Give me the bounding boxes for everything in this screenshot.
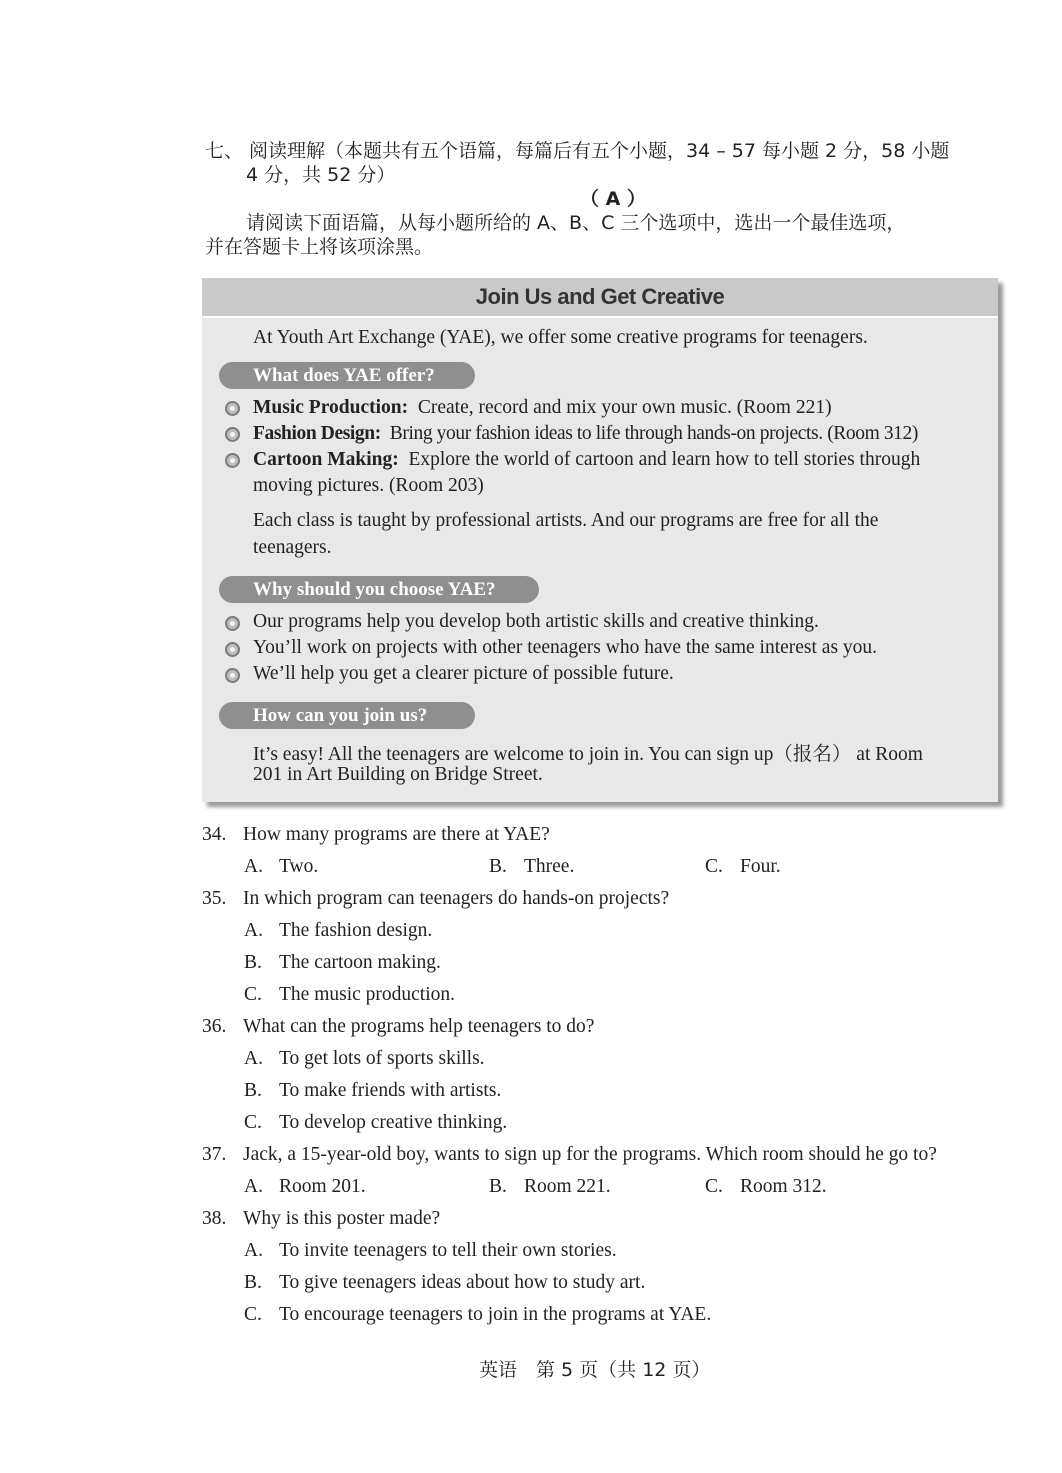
section-title: 七、 阅读理解（本题共有五个语篇，每篇后有五个小题，34 – 57 每小题 2 分，58 小题 (205, 140, 950, 162)
option-text: To invite teenagers to tell their own stories. (279, 1240, 617, 1261)
question-number: 36. (202, 1016, 227, 1037)
program-label: Cartoon Making: (253, 449, 399, 470)
option-text: Two. (279, 856, 319, 877)
program-desc: Bring your fashion ideas to life through hands-on projects. (Room 312) (389, 423, 918, 444)
question-text: Why is this poster made? (243, 1208, 441, 1229)
option-text: The cartoon making. (279, 952, 441, 973)
bullet-icon (225, 642, 240, 657)
directions: 请阅读下面语篇，从每小题所给的 A、B、C 三个选项中，选出一个最佳选项， (246, 212, 906, 234)
bullet-icon (225, 427, 240, 442)
option-text: To encourage teenagers to join in the programs at YAE. (279, 1304, 712, 1325)
option-letter: A. (244, 856, 263, 877)
option-text: Three. (524, 856, 575, 877)
program-cartoon (253, 449, 920, 471)
option-text: Room 221. (524, 1176, 611, 1197)
question-number: 35. (202, 888, 227, 909)
question-number: 37. (202, 1144, 227, 1165)
question-number: 38. (202, 1208, 227, 1229)
option-text: To make friends with artists. (279, 1080, 502, 1101)
program-label: Fashion Design: (253, 423, 381, 444)
bullet-icon (225, 453, 240, 468)
poster-title: Join Us and Get Creative (475, 284, 725, 309)
option-letter: A. (244, 1240, 263, 1261)
option-text: To develop creative thinking. (279, 1112, 508, 1133)
option-letter: C. (244, 1112, 262, 1133)
option-letter: B. (489, 856, 507, 877)
bullet-icon (225, 668, 240, 683)
reason-item: Our programs help you develop both artistic skills and creative thinking. (253, 611, 819, 632)
section-heading-offer: What does YAE offer? (219, 362, 475, 389)
option-letter: A. (244, 920, 263, 941)
option-text: The music production. (279, 984, 456, 1005)
option-text: The fashion design. (279, 920, 433, 941)
question-text: Jack, a 15-year-old boy, wants to sign up for the programs. Which room should he go to? (243, 1144, 937, 1165)
page-footer: 英语 第 5 页（共 12 页） (479, 1359, 711, 1381)
program-desc: Explore the world of cartoon and learn how to tell stories through (408, 449, 921, 470)
poster-intro: At Youth Art Exchange (YAE), we offer some creative programs for teenagers. (253, 327, 868, 348)
passage-label: （ A ） (580, 188, 646, 210)
reason-item: We’ll help you get a clearer picture of possible future. (253, 663, 674, 684)
question-text: What can the programs help teenagers to do? (243, 1016, 595, 1037)
program-music (253, 397, 832, 419)
program-desc: Create, record and mix your own music. (Room 221) (417, 397, 832, 418)
reason-item: You’ll work on projects with other teenagers who have the same interest as you. (253, 637, 878, 658)
join-info: It’s easy! All the teenagers are welcome to join in. You can sign up（报名） at Room (253, 744, 923, 765)
bullet-icon (225, 616, 240, 631)
option-letter: B. (244, 1080, 262, 1101)
option-letter: C. (705, 1176, 723, 1197)
bullet-icon (225, 401, 240, 416)
program-fashion (253, 423, 918, 445)
option-text: Room 201. (279, 1176, 366, 1197)
class-note-cont: teenagers. (253, 537, 332, 558)
option-letter: B. (244, 1272, 262, 1293)
option-letter: B. (244, 952, 262, 973)
program-label: Music Production: (253, 397, 409, 418)
option-letter: A. (244, 1176, 263, 1197)
option-letter: A. (244, 1048, 263, 1069)
option-letter: C. (244, 1304, 262, 1325)
section-title-cont: 4 分，共 52 分） (246, 164, 396, 186)
option-text: To give teenagers ideas about how to study art. (279, 1272, 646, 1293)
question-text: How many programs are there at YAE? (243, 824, 550, 845)
option-text: Four. (740, 856, 781, 877)
class-note: Each class is taught by professional artists. And our programs are free for all the (253, 510, 879, 531)
question-text: In which program can teenagers do hands-on projects? (243, 888, 670, 909)
option-letter: C. (244, 984, 262, 1005)
program-cartoon-cont: moving pictures. (Room 203) (253, 475, 484, 496)
section-heading-join: How can you join us? (219, 702, 475, 729)
poster (202, 278, 998, 802)
section-heading-why: Why should you choose YAE? (219, 576, 539, 603)
question-number: 34. (202, 824, 227, 845)
poster-header (202, 278, 998, 318)
option-letter: B. (489, 1176, 507, 1197)
option-text: Room 312. (740, 1176, 827, 1197)
join-info-cont: 201 in Art Building on Bridge Street. (253, 764, 543, 785)
option-letter: C. (705, 856, 723, 877)
option-text: To get lots of sports skills. (279, 1048, 485, 1069)
directions-cont: 并在答题卡上将该项涂黑。 (205, 236, 434, 258)
